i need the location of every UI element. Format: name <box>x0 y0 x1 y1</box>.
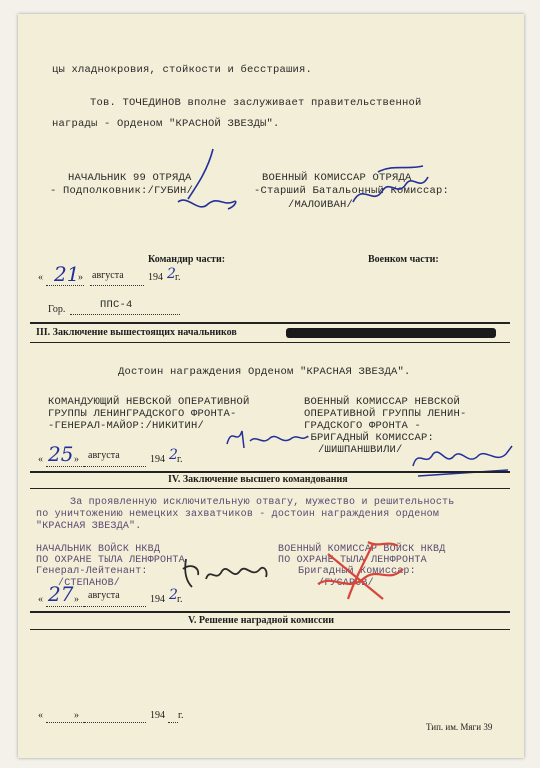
section4-left-line: /СТЕПАНОВ/ <box>58 578 121 589</box>
date-year-suffix: г. <box>178 710 184 721</box>
commander-label: Командир части: <box>148 254 226 265</box>
section4-left-line: Генерал-Лейтенант: <box>36 566 148 577</box>
date-month: августа <box>92 270 124 281</box>
date-day-handwritten: 27 <box>48 582 74 606</box>
printer-imprint: Тип. им. Мяги 39 <box>426 722 493 732</box>
section3-header: III. Заключение вышестоящих начальников <box>36 327 237 338</box>
section5-header: V. Решение наградной комиссии <box>188 615 335 626</box>
section4-right-line: ВОЕННЫЙ КОМИССАР ВОЙСК НКВД <box>278 544 446 555</box>
redaction-bar <box>286 328 496 338</box>
signer-rank: -Старший Батальонный Комиссар: <box>254 185 450 197</box>
section4-text-line: "КРАСНАЯ ЗВЕЗДА". <box>36 521 142 532</box>
date-year-prefix: 194 <box>150 594 165 605</box>
section3-right-line: ВОЕННЫЙ КОМИССАР НЕВСКОЙ <box>304 396 461 408</box>
section3-left-line: -ГЕНЕРАЛ-МАЙОР:/НИКИТИН/ <box>48 420 205 432</box>
city-label: Гор. <box>48 304 66 315</box>
signer-title: ВОЕННЫЙ КОМИССАР ОТРЯДА <box>262 172 412 184</box>
body-text-line: Тов. ТОЧЕДИНОВ вполне заслуживает правительственной <box>90 97 422 109</box>
date-year-digit: 2 <box>169 587 178 603</box>
section3-left-line: КОМАНДУЮЩИЙ НЕВСКОЙ ОПЕРАТИВНОЙ <box>48 396 250 408</box>
commissar-label: Военком части: <box>368 254 439 265</box>
date-year-prefix: 194 <box>148 272 163 283</box>
date-year-suffix: г. <box>177 454 183 465</box>
section3-left-line: ГРУППЫ ЛЕНИНГРАДСКОГО ФРОНТА- <box>48 408 237 420</box>
date-year-prefix: 194 <box>150 454 165 465</box>
signer-name: /МАЛОИВАН/ <box>288 199 354 211</box>
signature-maloivan <box>348 162 438 217</box>
signature-nikitin <box>222 416 312 456</box>
body-text-line: цы хладнокровия, стойкости и бесстрашия. <box>52 64 313 76</box>
city-value: ППС-4 <box>100 299 133 311</box>
date-year-digit: 2 <box>169 447 178 463</box>
body-text-line: награды - Орденом "КРАСНОЙ ЗВЕЗДЫ". <box>52 118 280 130</box>
date-year-digit: 2 <box>167 266 176 282</box>
signature-shishpanshvili <box>408 436 518 481</box>
section4-left-line: НАЧАЛЬНИК ВОЙСК НКВД <box>36 544 161 555</box>
document-page: цы хладнокровия, стойкости и бесстрашия. Тов. ТОЧЕДИНОВ вполне заслуживает правительственной награды - Орденом "КРАСНОЙ ЗВЕЗДЫ". НАЧАЛЬНИК 99 ОТРЯДА - Подполковник:/ГУБИН/ ВОЕННЫЙ КОМИССАР ОТРЯДА -Старший Батальонный Комиссар: /МАЛОИВАН/ Командир части: Военком части: « 21 » августа 194 2 г. Гор. ППС-4 III. Заключение вышестоящих начальников Достоин награждения Орденом "КРАСНАЯ ЗВЕЗДА". КОМАНДУЮЩИЙ НЕВСКОЙ ОПЕРАТИВНОЙ ГРУППЫ ЛЕНИНГРАДСКОГО ФРОНТА- -ГЕНЕРАЛ-МАЙОР:/НИКИТИН/ ВОЕННЫЙ КОМИССАР НЕВСКОЙ ОПЕРАТИВНОЙ ГРУППЫ ЛЕНИН- ГРАДСКОГО ФРОНТА - -БРИГАДНЫЙ КОМИССАР: /ШИШПАНШВИЛИ/ « 25 » августа 194 2 г. IV. Заключение высшего командования За проявленную исключительную отвагу, мужество и решительность по уничтожению немецких захватчиков - достоин награждения орденом "КРАСНАЯ ЗВЕЗДА". НАЧАЛЬНИК ВОЙСК НКВД ПО ОХРАНЕ ТЫЛА ЛЕНФРОНТА Генерал-Лейтенант: /СТЕПАНОВ/ ВОЕННЫЙ КОМИССАР ВОЙСК НКВД ПО ОХРАНЕ ТЫЛА ЛЕНФРОНТА Бригадный Комиссар: /ГУСАРОВ/ « 27 » августа 194 2 г. V. Решение наградной комиссии « » 194 г. Тип. им. Мяги 39 <box>18 14 524 758</box>
section4-text-line: по уничтожению немецких захватчиков - достоин награждения орденом <box>36 509 440 520</box>
section4-header: IV. Заключение высшего командования <box>168 474 348 485</box>
section4-text-line: За проявленную исключительную отвагу, мужество и решительность <box>70 497 455 508</box>
section3-right-line: ГРАДСКОГО ФРОНТА - <box>304 420 422 432</box>
date-day-handwritten: 21 <box>54 262 80 286</box>
signature-gubin <box>168 144 248 214</box>
signature-stepanov <box>178 549 273 594</box>
section4-right-line: /ГУСАРОВ/ <box>318 578 374 589</box>
date-month: августа <box>88 450 120 461</box>
section3-right-line: -БРИГАДНЫЙ КОМИССАР: <box>304 432 435 444</box>
date-year-suffix: г. <box>177 594 183 605</box>
section4-right-line: Бригадный Комиссар: <box>298 566 416 577</box>
signer-title: НАЧАЛЬНИК 99 ОТРЯДА <box>68 172 192 184</box>
date-month: августа <box>88 590 120 601</box>
section4-right-line: ПО ОХРАНЕ ТЫЛА ЛЕНФРОНТА <box>278 555 427 566</box>
signature-gusarov-red <box>308 534 418 604</box>
signer-rank: - Подполковник:/ГУБИН/ <box>50 185 194 197</box>
section3-text: Достоин награждения Орденом "КРАСНАЯ ЗВЕЗДА". <box>118 366 411 378</box>
date-day-handwritten: 25 <box>48 442 74 466</box>
section3-right-line: /ШИШПАНШВИЛИ/ <box>318 444 403 456</box>
section4-left-line: ПО ОХРАНЕ ТЫЛА ЛЕНФРОНТА <box>36 555 185 566</box>
date-year-prefix: 194 <box>150 710 165 721</box>
section3-right-line: ОПЕРАТИВНОЙ ГРУППЫ ЛЕНИН- <box>304 408 467 420</box>
date-year-suffix: г. <box>175 272 181 283</box>
